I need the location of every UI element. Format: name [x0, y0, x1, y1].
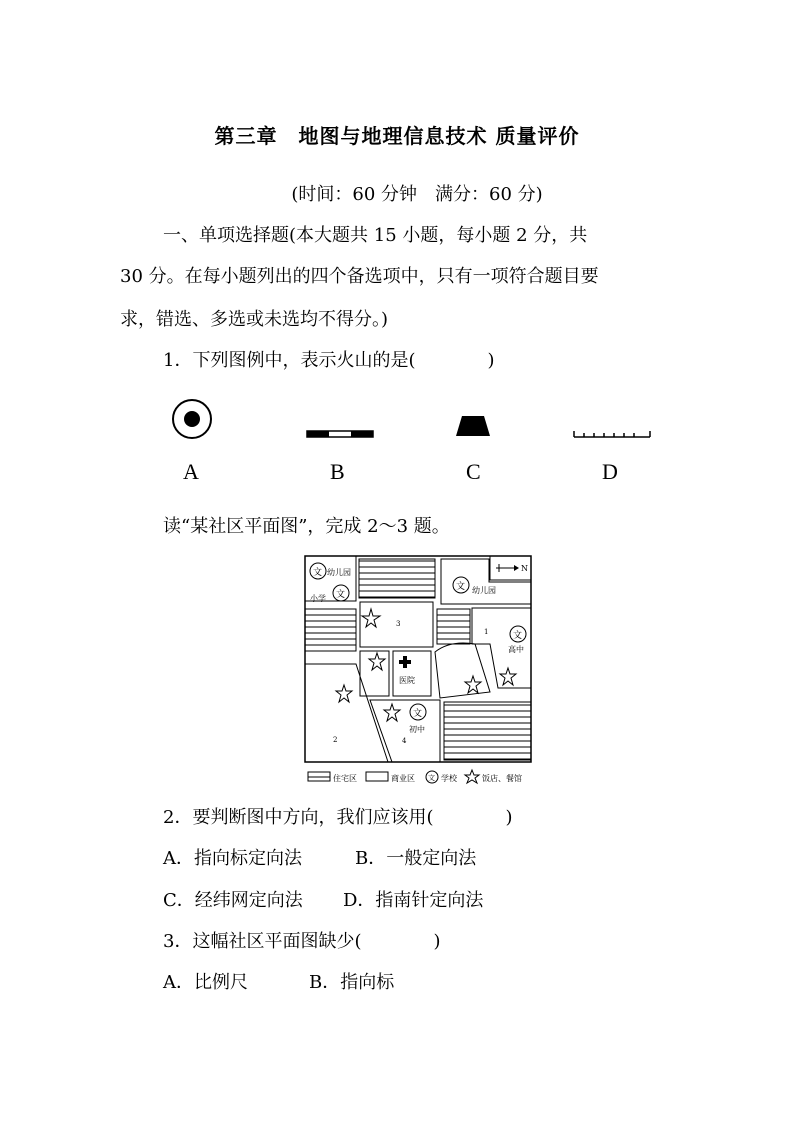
section1-line1: 一、单项选择题(本大题共 15 小题，每小题 2 分，共 [163, 225, 588, 246]
svg-text:文: 文 [336, 590, 346, 600]
label-primary: 小学 [310, 594, 326, 603]
legend-residential: 住宅区 [333, 774, 357, 783]
label-3: 3 [396, 620, 401, 628]
q3-option-a: A．比例尺 [163, 972, 248, 993]
q2-stem: 2．要判断图中方向，我们应该用( ) [163, 807, 513, 828]
svg-text:文: 文 [428, 774, 435, 782]
q1-symbols [160, 395, 680, 455]
q3-stem: 3．这幅社区平面图缺少( ) [163, 931, 441, 952]
q2-option-c: C．经纬网定向法 [163, 890, 303, 911]
star-icon [465, 770, 479, 783]
label-middle: 初中 [409, 725, 425, 734]
symbol-d-icon [574, 431, 650, 437]
section1-line2: 30 分。在每小题列出的四个备选项中，只有一项符合题目要 [120, 266, 599, 287]
q1-option-c: C [466, 459, 481, 484]
q1-option-d: D [602, 459, 618, 484]
q2-option-a: A．指向标定向法 [163, 848, 302, 869]
map-legend [308, 770, 522, 783]
symbol-c-icon [456, 416, 490, 436]
community-map [300, 552, 536, 792]
q1-stem: 1．下列图例中，表示火山的是( ) [163, 350, 495, 371]
q2-option-d: D．指南针定向法 [343, 890, 484, 911]
label-kindergarten-top: 幼儿园 [327, 568, 351, 577]
label-hospital: 医院 [399, 676, 415, 685]
q1-option-a: A [183, 459, 199, 484]
legend-commercial: 商业区 [391, 774, 415, 783]
section1-line3: 求，错选、多选或未选均不得分。) [120, 309, 389, 330]
svg-text:文: 文 [513, 631, 523, 641]
svg-text:文: 文 [313, 568, 323, 578]
legend-school: 学校 [441, 774, 457, 783]
symbol-a-icon [173, 400, 211, 438]
label-2: 2 [333, 736, 338, 744]
label-1: 1 [484, 628, 489, 636]
svg-text:文: 文 [413, 709, 423, 719]
svg-text:文: 文 [456, 582, 466, 592]
read-prompt: 读“某社区平面图”，完成 2～3 题。 [163, 516, 450, 537]
page-title: 第三章 地图与地理信息技术 质量评价 [214, 124, 580, 148]
q3-option-b: B．指向标 [309, 972, 395, 993]
label-4: 4 [402, 737, 407, 745]
q2-option-b: B．一般定向法 [355, 848, 477, 869]
label-kindergarten-2: 幼儿园 [472, 586, 496, 595]
legend-restaurant: 饭店、餐馆 [482, 774, 522, 783]
exam-info: (时间：60 分钟 满分：60 分) [291, 184, 543, 205]
north-label: N [521, 564, 528, 573]
symbol-b-icon [307, 431, 373, 437]
label-high: 高中 [508, 645, 524, 654]
q1-option-b: B [330, 459, 345, 484]
